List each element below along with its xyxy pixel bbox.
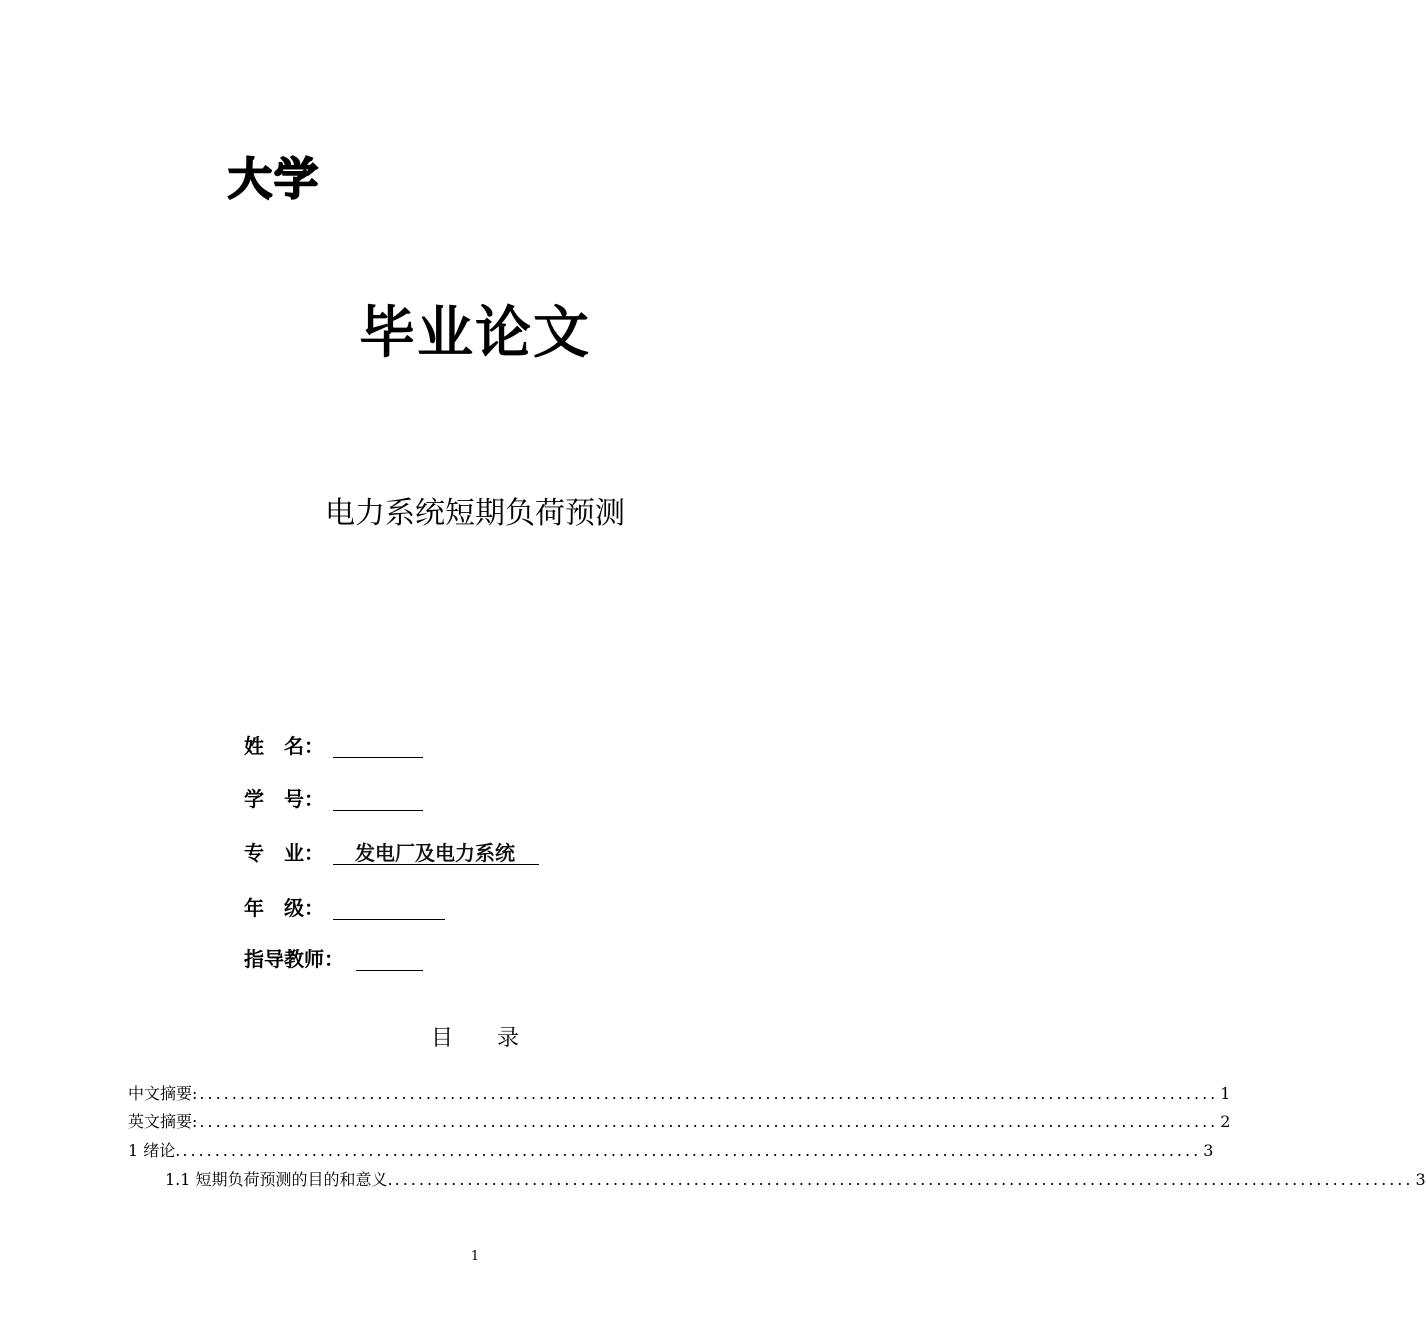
advisor-blank (356, 970, 423, 971)
toc-entry[interactable] (128, 1108, 1231, 1136)
toc-leader-dots: .............................................................................................................................. (394, 1170, 1414, 1189)
info-row-grade (244, 892, 324, 924)
info-row-advisor (244, 943, 344, 975)
toc-entry[interactable] (165, 1166, 1426, 1194)
toc-entry-text: 中文摘要: (128, 1084, 198, 1103)
toc-entry-page: 1 (1220, 1084, 1231, 1103)
grade-label: 年 级： (244, 896, 324, 920)
toc-leader-dots: .............................................................................................................................. (182, 1141, 1202, 1160)
thesis-title: 电力系统短期负荷预测 (325, 496, 625, 531)
toc-entry-page: 3 (1415, 1170, 1426, 1189)
university-name: 大学 (228, 154, 320, 205)
info-row-name (244, 730, 324, 762)
toc-entry-page: 3 (1203, 1141, 1214, 1160)
toc-title: 目 录 (430, 1026, 519, 1051)
name-blank (333, 757, 423, 758)
grade-blank (333, 919, 445, 920)
toc-leader-dots: .............................................................................................................................. (199, 1112, 1219, 1131)
toc-entry[interactable] (128, 1080, 1231, 1108)
info-row-major (244, 837, 515, 869)
toc-entry-page: 2 (1220, 1112, 1231, 1131)
toc-entry-text: 1 绪论. (128, 1141, 181, 1160)
toc-entry-text: 1.1 短期负荷预测的目的和意义. (165, 1170, 393, 1189)
toc-leader-dots: .............................................................................................................................. (199, 1084, 1219, 1103)
document-type-heading: 毕业论文 (359, 300, 591, 366)
info-row-student-id (244, 783, 324, 815)
major-underline (333, 864, 539, 865)
student-id-label: 学 号： (244, 787, 324, 811)
toc-entry[interactable] (128, 1137, 1214, 1165)
name-label: 姓 名： (244, 734, 324, 758)
major-label: 专 业： (244, 841, 324, 865)
page-number: 1 (470, 1249, 480, 1264)
toc-entry-text: 英文摘要: (128, 1112, 198, 1131)
major-value: 发电厂及电力系统 (355, 841, 515, 865)
student-id-blank (333, 810, 423, 811)
advisor-label: 指导教师： (244, 947, 344, 971)
